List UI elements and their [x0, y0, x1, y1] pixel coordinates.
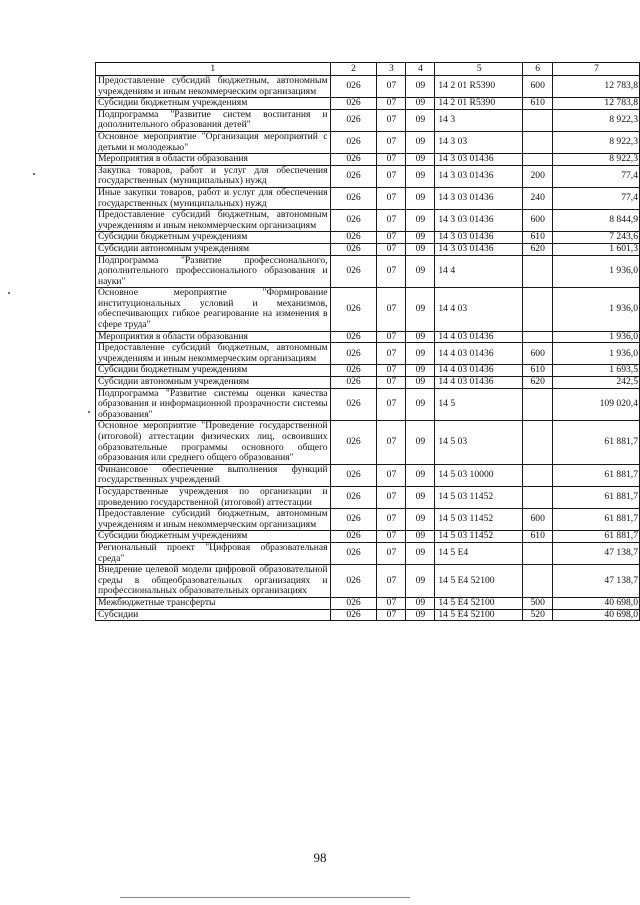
- row-admin-code-cell: 026: [330, 165, 377, 187]
- row-subsection-cell: 09: [406, 288, 435, 331]
- row-subsection-cell: 09: [406, 509, 435, 531]
- row-target-article-cell: 14 5 E4 52100: [435, 597, 523, 609]
- table-row: [96, 154, 640, 166]
- row-admin-code-cell: 026: [330, 565, 377, 598]
- table-row: [96, 486, 640, 508]
- row-subsection-cell: 09: [406, 232, 435, 244]
- row-section-cell: 07: [377, 531, 406, 543]
- row-section-cell: 07: [377, 388, 406, 421]
- row-name-cell: Субсидии бюджетным учреждениям: [96, 232, 331, 244]
- row-amount-cell: 77,4: [553, 187, 640, 209]
- row-target-article-cell: 14 4: [435, 255, 523, 288]
- row-expense-type-cell: 600: [523, 343, 553, 365]
- row-section-cell: 07: [377, 98, 406, 110]
- row-section-cell: 07: [377, 232, 406, 244]
- table-row: [96, 109, 640, 131]
- header-col-7: 7: [553, 63, 640, 76]
- row-target-article-cell: 14 5 E4 52100: [435, 609, 523, 621]
- row-amount-cell: 61 881,7: [553, 531, 640, 543]
- row-name-cell: Подпрограмма "Развитие профессионального, дополнительного профессионального образования и науки": [96, 255, 331, 288]
- row-amount-cell: 47 138,7: [553, 565, 640, 598]
- row-section-cell: 07: [377, 243, 406, 255]
- row-subsection-cell: 09: [406, 388, 435, 421]
- row-name-cell: Субсидии бюджетным учреждениям: [96, 531, 331, 543]
- row-expense-type-cell: [523, 331, 553, 343]
- row-subsection-cell: 09: [406, 464, 435, 486]
- row-section-cell: 07: [377, 597, 406, 609]
- row-name-cell: Внедрение целевой модели цифровой образовательной среды в общеобразовательных организациях и профессиональных образовательных организациях: [96, 565, 331, 598]
- row-admin-code-cell: 026: [330, 509, 377, 531]
- row-subsection-cell: 09: [406, 377, 435, 389]
- row-subsection-cell: 09: [406, 243, 435, 255]
- row-expense-type-cell: 600: [523, 76, 553, 98]
- row-subsection-cell: 09: [406, 542, 435, 564]
- row-section-cell: 07: [377, 165, 406, 187]
- row-amount-cell: 8 922,3: [553, 109, 640, 131]
- row-expense-type-cell: 610: [523, 98, 553, 110]
- row-subsection-cell: 09: [406, 343, 435, 365]
- row-admin-code-cell: 026: [330, 377, 377, 389]
- row-section-cell: 07: [377, 255, 406, 288]
- scan-mark: [88, 411, 90, 413]
- row-expense-type-cell: 620: [523, 377, 553, 389]
- row-section-cell: 07: [377, 210, 406, 232]
- row-expense-type-cell: 500: [523, 597, 553, 609]
- row-expense-type-cell: [523, 288, 553, 331]
- row-target-article-cell: 14 5 03 11452: [435, 486, 523, 508]
- row-target-article-cell: 14 3 03 01436: [435, 243, 523, 255]
- table-row: [96, 565, 640, 598]
- row-expense-type-cell: 610: [523, 531, 553, 543]
- row-target-article-cell: 14 5 03: [435, 421, 523, 464]
- row-target-article-cell: 14 3 03 01436: [435, 210, 523, 232]
- row-admin-code-cell: 026: [330, 365, 377, 377]
- row-subsection-cell: 09: [406, 486, 435, 508]
- table-row: [96, 365, 640, 377]
- row-section-cell: 07: [377, 76, 406, 98]
- table-row: [96, 464, 640, 486]
- row-amount-cell: 40 698,0: [553, 609, 640, 621]
- row-name-cell: Мероприятия в области образования: [96, 154, 331, 166]
- row-expense-type-cell: [523, 464, 553, 486]
- row-target-article-cell: 14 5 03 11452: [435, 531, 523, 543]
- row-subsection-cell: 09: [406, 154, 435, 166]
- row-admin-code-cell: 026: [330, 331, 377, 343]
- row-target-article-cell: 14 3: [435, 109, 523, 131]
- row-name-cell: Предоставление субсидий бюджетным, автономным учреждениям и иным некоммерческим организациям: [96, 509, 331, 531]
- row-name-cell: Основное мероприятие "Организация мероприятий с детьми и молодежью": [96, 131, 331, 153]
- table-row: [96, 509, 640, 531]
- row-admin-code-cell: 026: [330, 388, 377, 421]
- row-amount-cell: 8 922,3: [553, 154, 640, 166]
- row-section-cell: 07: [377, 609, 406, 621]
- row-name-cell: Субсидии бюджетным учреждениям: [96, 365, 331, 377]
- row-admin-code-cell: 026: [330, 210, 377, 232]
- row-name-cell: Финансовое обеспечение выполнения функций государственных учреждений: [96, 464, 331, 486]
- row-admin-code-cell: 026: [330, 531, 377, 543]
- row-target-article-cell: 14 3 03 01436: [435, 165, 523, 187]
- row-subsection-cell: 09: [406, 331, 435, 343]
- row-target-article-cell: 14 4 03 01436: [435, 377, 523, 389]
- row-subsection-cell: 09: [406, 565, 435, 598]
- row-amount-cell: 61 881,7: [553, 486, 640, 508]
- table-row: [96, 343, 640, 365]
- table-row: [96, 421, 640, 464]
- row-subsection-cell: 09: [406, 187, 435, 209]
- row-admin-code-cell: 026: [330, 464, 377, 486]
- row-section-cell: 07: [377, 509, 406, 531]
- row-amount-cell: 1 936,0: [553, 343, 640, 365]
- table-row: [96, 331, 640, 343]
- row-expense-type-cell: 620: [523, 243, 553, 255]
- row-amount-cell: 1 936,0: [553, 288, 640, 331]
- row-section-cell: 07: [377, 288, 406, 331]
- row-expense-type-cell: 240: [523, 187, 553, 209]
- row-target-article-cell: 14 3 03: [435, 131, 523, 153]
- row-name-cell: Предоставление субсидий бюджетным, автономным учреждениям и иным некоммерческим организациям: [96, 343, 331, 365]
- row-name-cell: Предоставление субсидий бюджетным, автономным учреждениям и иным некоммерческим организациям: [96, 210, 331, 232]
- row-target-article-cell: 14 3 03 01436: [435, 187, 523, 209]
- header-row: [96, 63, 640, 76]
- row-target-article-cell: 14 2 01 R5390: [435, 98, 523, 110]
- row-subsection-cell: 09: [406, 98, 435, 110]
- row-target-article-cell: 14 3 03 01436: [435, 154, 523, 166]
- table-body: [96, 76, 640, 621]
- row-target-article-cell: 14 4 03 01436: [435, 343, 523, 365]
- table-row: [96, 187, 640, 209]
- table-row: [96, 232, 640, 244]
- table-row: [96, 288, 640, 331]
- budget-table: [95, 62, 640, 621]
- row-name-cell: Иные закупки товаров, работ и услуг для обеспечения государственных (муниципальных) нужд: [96, 187, 331, 209]
- row-section-cell: 07: [377, 331, 406, 343]
- row-section-cell: 07: [377, 187, 406, 209]
- row-section-cell: 07: [377, 365, 406, 377]
- page-number: 98: [313, 850, 327, 865]
- header-col-2: 2: [330, 63, 377, 76]
- row-name-cell: Субсидии автономным учреждениям: [96, 243, 331, 255]
- row-name-cell: Субсидии: [96, 609, 331, 621]
- row-amount-cell: 12 783,8: [553, 76, 640, 98]
- row-amount-cell: 61 881,7: [553, 509, 640, 531]
- row-target-article-cell: 14 5 E4: [435, 542, 523, 564]
- row-amount-cell: 40 698,0: [553, 597, 640, 609]
- row-admin-code-cell: 026: [330, 154, 377, 166]
- row-name-cell: Предоставление субсидий бюджетным, автономным учреждениям и иным некоммерческим организациям: [96, 76, 331, 98]
- header-col-1: 1: [96, 63, 331, 76]
- row-target-article-cell: 14 5 03 11452: [435, 509, 523, 531]
- row-admin-code-cell: 026: [330, 109, 377, 131]
- header-col-4: 4: [406, 63, 435, 76]
- row-amount-cell: 8 922,3: [553, 131, 640, 153]
- row-expense-type-cell: [523, 255, 553, 288]
- table-row: [96, 597, 640, 609]
- row-section-cell: 07: [377, 154, 406, 166]
- row-name-cell: Основное мероприятие "Формирование институциональных условий и механизмов, обеспечивающих гибкое реагирование на изменения в сфере труда": [96, 288, 331, 331]
- row-expense-type-cell: 200: [523, 165, 553, 187]
- row-admin-code-cell: 026: [330, 421, 377, 464]
- row-amount-cell: 7 243,6: [553, 232, 640, 244]
- table-row: [96, 609, 640, 621]
- row-admin-code-cell: 026: [330, 243, 377, 255]
- header-col-5: 5: [435, 63, 523, 76]
- row-admin-code-cell: 026: [330, 486, 377, 508]
- row-admin-code-cell: 026: [330, 597, 377, 609]
- table-row: [96, 377, 640, 389]
- row-admin-code-cell: 026: [330, 76, 377, 98]
- row-subsection-cell: 09: [406, 421, 435, 464]
- row-name-cell: Мероприятия в области образования: [96, 331, 331, 343]
- table-row: [96, 165, 640, 187]
- row-section-cell: 07: [377, 421, 406, 464]
- row-target-article-cell: 14 5: [435, 388, 523, 421]
- row-subsection-cell: 09: [406, 76, 435, 98]
- row-admin-code-cell: 026: [330, 187, 377, 209]
- row-expense-type-cell: 610: [523, 365, 553, 377]
- row-name-cell: Субсидии бюджетным учреждениям: [96, 98, 331, 110]
- row-target-article-cell: 14 5 03 10000: [435, 464, 523, 486]
- table-row: [96, 76, 640, 98]
- row-expense-type-cell: 610: [523, 232, 553, 244]
- row-expense-type-cell: 600: [523, 210, 553, 232]
- row-subsection-cell: 09: [406, 365, 435, 377]
- row-target-article-cell: 14 4 03: [435, 288, 523, 331]
- row-expense-type-cell: [523, 421, 553, 464]
- table-row: [96, 210, 640, 232]
- table-row: [96, 243, 640, 255]
- table-row: [96, 255, 640, 288]
- row-name-cell: Субсидии автономным учреждениям: [96, 377, 331, 389]
- row-expense-type-cell: [523, 131, 553, 153]
- table-row: [96, 542, 640, 564]
- row-subsection-cell: 09: [406, 210, 435, 232]
- row-admin-code-cell: 026: [330, 232, 377, 244]
- row-amount-cell: 8 844,9: [553, 210, 640, 232]
- row-name-cell: Государственные учреждения по организации и проведению государственной (итоговой) аттестации: [96, 486, 331, 508]
- row-section-cell: 07: [377, 109, 406, 131]
- row-amount-cell: 47 138,7: [553, 542, 640, 564]
- row-name-cell: Региональный проект "Цифровая образовательная среда": [96, 542, 331, 564]
- row-admin-code-cell: 026: [330, 255, 377, 288]
- table-row: [96, 531, 640, 543]
- row-subsection-cell: 09: [406, 609, 435, 621]
- row-expense-type-cell: 520: [523, 609, 553, 621]
- row-admin-code-cell: 026: [330, 542, 377, 564]
- table-row: [96, 131, 640, 153]
- row-expense-type-cell: [523, 542, 553, 564]
- row-subsection-cell: 09: [406, 109, 435, 131]
- row-name-cell: Межбюджетные трансферты: [96, 597, 331, 609]
- row-target-article-cell: 14 5 E4 52100: [435, 565, 523, 598]
- row-section-cell: 07: [377, 131, 406, 153]
- row-expense-type-cell: 600: [523, 509, 553, 531]
- row-admin-code-cell: 026: [330, 343, 377, 365]
- row-target-article-cell: 14 4 03 01436: [435, 365, 523, 377]
- bottom-rule: [120, 897, 410, 898]
- row-admin-code-cell: 026: [330, 131, 377, 153]
- row-expense-type-cell: [523, 109, 553, 131]
- row-subsection-cell: 09: [406, 165, 435, 187]
- header-col-3: 3: [377, 63, 406, 76]
- row-subsection-cell: 09: [406, 531, 435, 543]
- row-target-article-cell: 14 3 03 01436: [435, 232, 523, 244]
- row-amount-cell: 12 783,8: [553, 98, 640, 110]
- row-expense-type-cell: [523, 154, 553, 166]
- row-target-article-cell: 14 4 03 01436: [435, 331, 523, 343]
- row-amount-cell: 1 693,5: [553, 365, 640, 377]
- row-section-cell: 07: [377, 377, 406, 389]
- row-admin-code-cell: 026: [330, 98, 377, 110]
- row-amount-cell: 1 936,0: [553, 331, 640, 343]
- row-subsection-cell: 09: [406, 255, 435, 288]
- scan-mark: [8, 292, 10, 294]
- row-name-cell: Подпрограмма "Развитие системы оценки качества образования и информационной прозрачности системы образования": [96, 388, 331, 421]
- row-expense-type-cell: [523, 565, 553, 598]
- row-admin-code-cell: 026: [330, 609, 377, 621]
- row-admin-code-cell: 026: [330, 288, 377, 331]
- row-expense-type-cell: [523, 388, 553, 421]
- row-section-cell: 07: [377, 343, 406, 365]
- row-amount-cell: 77,4: [553, 165, 640, 187]
- row-section-cell: 07: [377, 464, 406, 486]
- header-col-6: 6: [523, 63, 553, 76]
- row-expense-type-cell: [523, 486, 553, 508]
- row-target-article-cell: 14 2 01 R5390: [435, 76, 523, 98]
- scan-mark: [33, 173, 35, 175]
- row-name-cell: Закупка товаров, работ и услуг для обеспечения государственных (муниципальных) нужд: [96, 165, 331, 187]
- table-row: [96, 98, 640, 110]
- row-amount-cell: 1 601,3: [553, 243, 640, 255]
- row-name-cell: Основное мероприятие "Проведение государственной (итоговой) аттестации физических лиц, освоивших образовательные программы основного общего образования или среднего общего образования": [96, 421, 331, 464]
- row-section-cell: 07: [377, 542, 406, 564]
- table-row: [96, 388, 640, 421]
- row-amount-cell: 109 020,4: [553, 388, 640, 421]
- row-name-cell: Подпрограмма "Развитие систем воспитания и дополнительного образования детей": [96, 109, 331, 131]
- row-section-cell: 07: [377, 486, 406, 508]
- row-amount-cell: 242,5: [553, 377, 640, 389]
- row-subsection-cell: 09: [406, 597, 435, 609]
- row-amount-cell: 61 881,7: [553, 421, 640, 464]
- row-subsection-cell: 09: [406, 131, 435, 153]
- row-amount-cell: 61 881,7: [553, 464, 640, 486]
- row-amount-cell: 1 936,0: [553, 255, 640, 288]
- row-section-cell: 07: [377, 565, 406, 598]
